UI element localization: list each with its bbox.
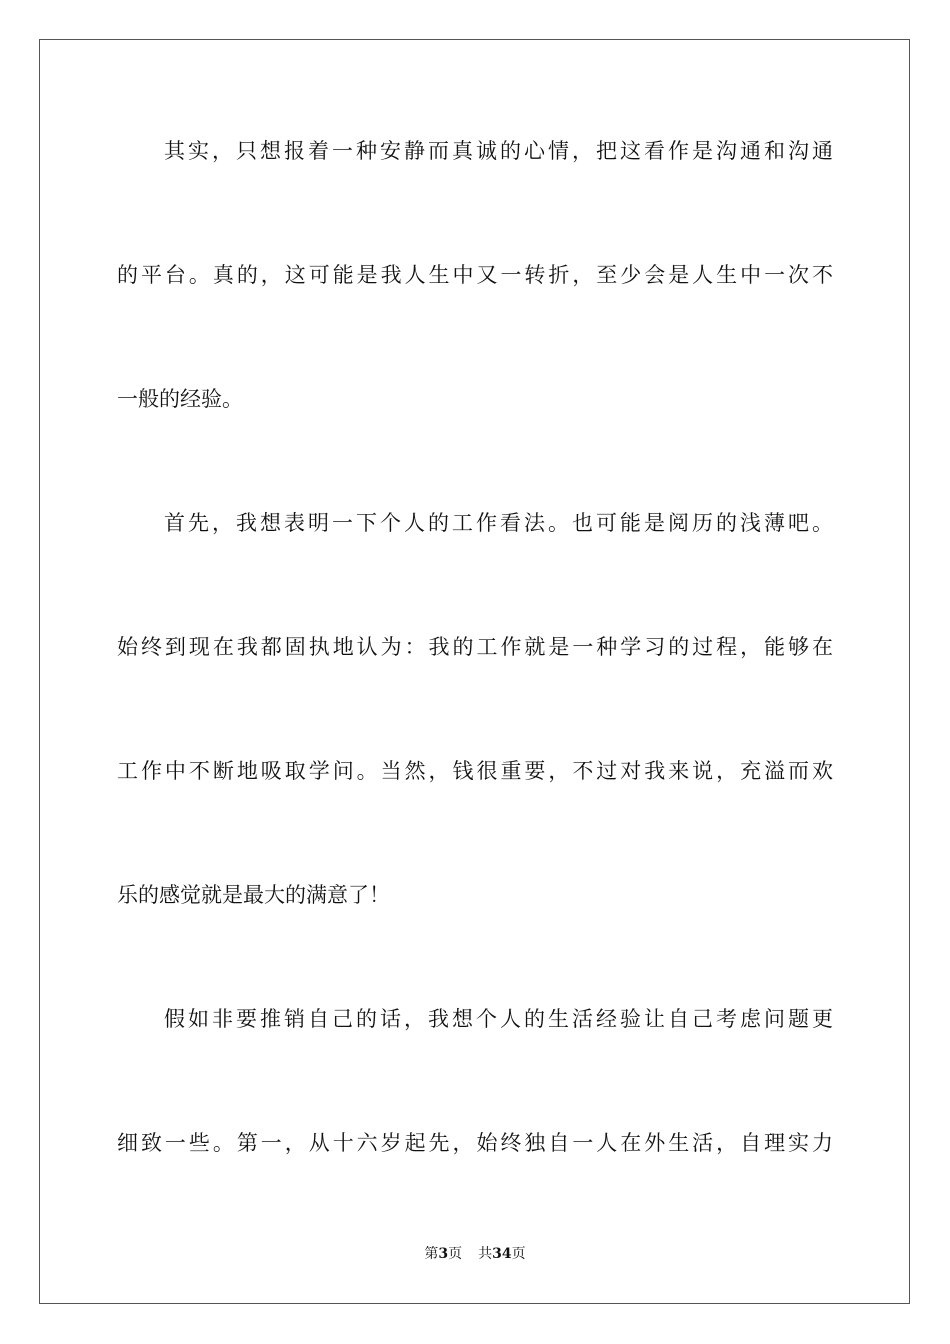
paragraph-3-line-1: 假如非要推销自己的话，我想个人的生活经验让自己考虑问题更: [164, 1007, 833, 1031]
paragraph-3-line-2: 细致一些。第一，从十六岁起先，始终独自一人在外生活，自理实力: [117, 1131, 833, 1155]
paragraph-2-line-2: 始终到现在我都固执地认为：我的工作就是一种学习的过程，能够在: [117, 635, 833, 659]
paragraph-2-line-4: 乐的感觉就是最大的满意了！: [117, 883, 390, 907]
paragraph-1-line-2: 的平台。真的，这可能是我人生中又一转折，至少会是人生中一次不: [117, 263, 833, 287]
page-number: 3: [438, 1246, 449, 1262]
paragraph-2-line-1: 首先，我想表明一下个人的工作看法。也可能是阅历的浅薄吧。: [164, 511, 833, 535]
page-footer: [0, 1244, 950, 1264]
total-pages: 34: [492, 1246, 512, 1262]
total-label-suffix: 页: [511, 1246, 526, 1262]
paragraph-1-line-3: 一般的经验。: [117, 387, 243, 411]
total-label-prefix: 共: [478, 1246, 493, 1262]
page-label-suffix: 页: [448, 1246, 463, 1262]
page-label-prefix: 第: [424, 1246, 439, 1262]
page-frame: [39, 39, 910, 1304]
paragraph-2-line-3: 工作中不断地吸取学问。当然，钱很重要，不过对我来说，充溢而欢: [117, 759, 833, 783]
paragraph-1-line-1: 其实，只想报着一种安静而真诚的心情，把这看作是沟通和沟通: [164, 139, 833, 163]
